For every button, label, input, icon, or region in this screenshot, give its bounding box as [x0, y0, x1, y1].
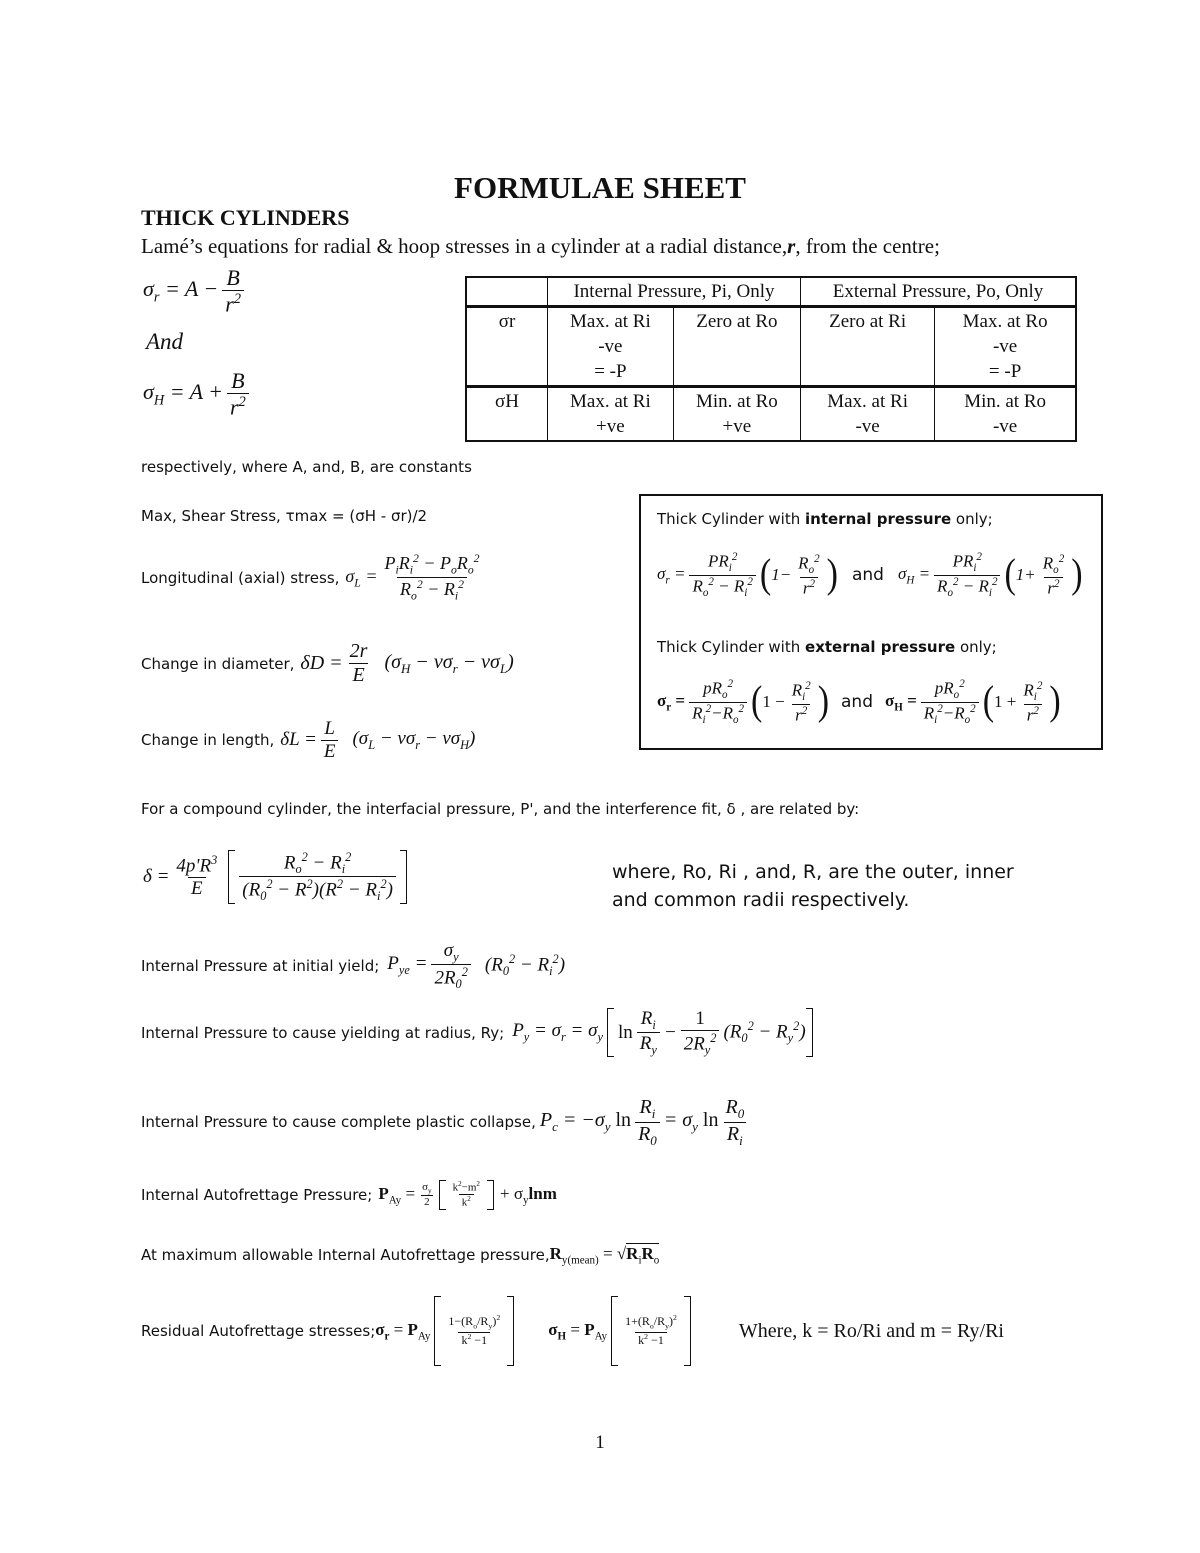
autofrettage-label: Internal Autofrettage Pressure; — [141, 1185, 373, 1204]
thick-cylinder-box — [639, 494, 1103, 750]
table-cell: Zero at Ro — [673, 307, 800, 387]
length-formula: Change in length, δL = $\frac{L}{E}$ $(\sigma_L - \nu\sigma_r - \nu\sigma_H)$ — [141, 718, 476, 762]
max-allowable-formula: At maximum allowable Internal Autofrettage pressure, $R_{y(mean)} = √R_iR_o$ — [141, 1244, 660, 1267]
intro-variable: r — [787, 234, 796, 258]
table-cell: Max. at Ri -ve — [801, 387, 935, 442]
longitudinal-formula: Longitudinal (axial) stress, $\sigma_L$ = $\frac{P_iR_i^2 - P_oR_o^2}{R_o^2 - R_i^2}$ — [141, 552, 480, 603]
lame-and: And — [146, 329, 184, 354]
lame-numerator: B — [226, 265, 240, 290]
yield-radius-label: Internal Pressure to cause yielding at radius, Ry; — [141, 1023, 505, 1042]
compound-formula: δ = $\frac{4p'R^3}{E}$ $\frac{R_o^2 - R_i^2}{(R_0^2 - R^2)(R^2 - R_i^2)}$ — [143, 850, 407, 904]
diameter-label: Change in diameter, — [141, 654, 295, 673]
collapse-label: Internal Pressure to cause complete plastic collapse, — [141, 1113, 536, 1132]
table-cell: Max. at Ri -ve = -P — [548, 307, 674, 387]
intro-end: , from the centre; — [795, 234, 940, 258]
residual-where: Where, k = Ro/Ri and m = Ry/Ri — [738, 1319, 1004, 1342]
intro-text — [141, 234, 940, 259]
box-external-title: Thick Cylinder with external pressure only; — [657, 638, 997, 656]
page-title: FORMULAE SHEET — [454, 170, 746, 205]
lame-sigma-r: $\sigma_r = A$ − $\frac{B}{r^2}$ — [143, 265, 248, 317]
table-header-internal: Internal Pressure, Pi, Only — [548, 277, 801, 307]
collapse-formula: Internal Pressure to cause complete plastic collapse, $P_c = -\sigma_y$ ln $\frac{R_i}{R_0}$ = $\sigma_y$ ln $\frac{R_0}{R_i}$ — [141, 1096, 745, 1148]
table-header-external: External Pressure, Po, Only — [801, 277, 1077, 307]
yield-radius-formula: Internal Pressure to cause yielding at radius, Ry; $P_y = \sigma_r = \sigma_y$ ln $\frac{R_i}{R_y}$ − $\frac{1}{2R_y^2}$ $(R_0^2 - R_y^2)$ — [141, 1008, 813, 1057]
max-allowable-label: At maximum allowable Internal Autofrettage pressure, — [141, 1246, 550, 1265]
residual-formula: Residual Autofrettage stresses; $\sigma_r = P_{Ay}$ $\frac{1-(R_o/R_y)^2}{k^2 -1}$ $\sigma_H = P_{Ay}$ $\frac{1+(R_o/R_y)^2}{k^2 -1}$ Where, k = Ro/Ri and m = Ry/Ri — [141, 1296, 1004, 1366]
table-cell: Min. at Ro +ve — [673, 387, 800, 442]
table-corner — [466, 277, 548, 307]
box-and-2: and — [841, 692, 873, 713]
lame-sigma-h: $\sigma_H = A$ + $\frac{B}{r^2}$ — [143, 368, 253, 420]
box-internal-title: Thick Cylinder with internal pressure only; — [657, 510, 993, 528]
compound-where: where, Ro, Ri , and, R, are the outer, inner and common radii respectively. — [612, 861, 1014, 911]
diameter-formula: Change in diameter, δD = $\frac{2r}{E}$ $(\sigma_H - \nu\sigma_r - \nu\sigma_L)$ — [141, 640, 514, 686]
length-label: Change in length, — [141, 731, 275, 750]
box-and-1: and — [851, 565, 884, 586]
yield-formula: Internal Pressure at initial yield; $P_{ye}$ = $\frac{\sigma_y}{2R_0^2}$ $(R_0^2 - R_i^2)$ — [141, 940, 566, 992]
table-cell: Min. at Ro -ve — [935, 387, 1076, 442]
lame-respectively: respectively, where A, and, B, are constants — [141, 458, 472, 476]
longitudinal-label: Longitudinal (axial) stress, — [141, 568, 340, 587]
page-number: 1 — [595, 1432, 605, 1453]
box-internal-formula: $\sigma_r$ = $\frac{PR_i^2}{R_o^2 - R_i^2}$ ( 1− $\frac{R_o^2}{r^2}$ ) and $\sigma_H$ = $\frac{PR_i^2}{R_o^2 - R_i^2}$ ( 1+ $\frac{R_o^2}{r^2}$ ) — [657, 551, 1083, 599]
yield-label: Internal Pressure at initial yield; — [141, 956, 380, 975]
compound-text: For a compound cylinder, the interfacial pressure, P', and the interference fit, δ , are related by: — [141, 800, 860, 818]
box-external-formula: $\sigma_r$ = $\frac{pR_o^2}{R_i^2-R_o^2}$ ( 1 − $\frac{R_i^2}{r^2}$ ) and $\sigma_H$ = $\frac{pR_o^2}{R_i^2-R_o^2}$ ( 1 + $\frac{R_i^2}{r^2}$ ) — [657, 678, 1061, 726]
intro-sentence: Lamé’s equations for radial & hoop stresses in a cylinder at a radial distance, — [141, 234, 788, 258]
shear-stress-formula: Max, Shear Stress, τmax = (σH - σr)/2 — [141, 507, 428, 525]
residual-label: Residual Autofrettage stresses; — [141, 1322, 376, 1340]
section-heading: THICK CYLINDERS — [141, 205, 350, 230]
stress-table — [465, 276, 1077, 442]
table-row-label: σH — [466, 387, 548, 442]
table-cell: Zero at Ri — [801, 307, 935, 387]
table-cell: Max. at Ro -ve = -P — [935, 307, 1076, 387]
table-cell: Max. at Ri +ve — [548, 387, 674, 442]
autofrettage-formula: Internal Autofrettage Pressure; $P_{Ay}$ = $\frac{\sigma_y}{2}$ $\frac{k^2-m^2}{k^2}$ + $\sigma_y\ln m$ — [141, 1180, 557, 1209]
table-row-label: σr — [466, 307, 548, 387]
